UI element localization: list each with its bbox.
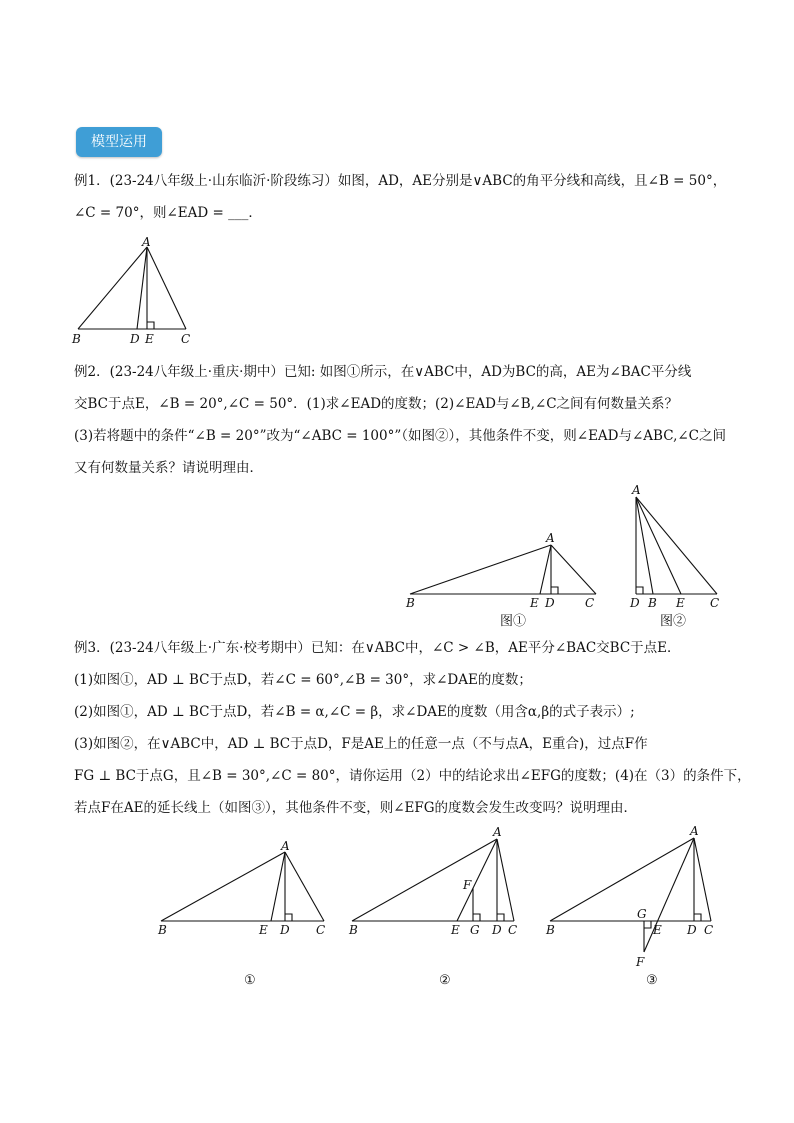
example3-line1: 例3．(23-24八年级上·广东·校考期中）已知：在∨ABC中，∠C > ∠B，AE平分∠BAC交BC于点E．: [74, 640, 681, 656]
ex2-fig2-label-c: C: [710, 596, 720, 610]
ex2-fig1-label-c: C: [585, 596, 595, 610]
example3-line3: (2)如图①，AD ⊥ BC于点D，若∠B = α,∠C = β，求∠DAE的度数（用含α,β的式子表示）;: [74, 704, 635, 720]
example1-line1: 例1．(23-24八年级上·山东临沂·阶段练习）如图，AD，AE分别是∨ABC的角平分线和高线，且∠B = 50°，: [74, 173, 727, 189]
ex2-fig1-label-b: B: [406, 596, 415, 610]
ex1-label-c: C: [181, 332, 191, 346]
ex3-fig1-label-b: B: [158, 923, 167, 937]
ex2-fig2-label-d: D: [630, 596, 640, 610]
section-badge: 模型运用: [76, 127, 162, 157]
example3-line6: 若点F在AE的延长线上（如图③），其他条件不变，则∠EFG的度数会发生改变吗？说明理由．: [74, 800, 638, 816]
ex3-fig2-label-e: E: [451, 923, 460, 937]
example1-line2: ∠C = 70°，则∠EAD = ___．: [74, 205, 262, 221]
ex2-fig1-label-d: D: [545, 596, 555, 610]
ex1-label-a: A: [142, 235, 151, 249]
ex3-fig3-label-b: B: [546, 923, 555, 937]
ex2-fig1-label-a: A: [546, 531, 555, 545]
ex3-fig1-caption: ①: [244, 973, 256, 988]
ex3-fig3-label-c: C: [704, 923, 714, 937]
example2-line3: (3)若将题中的条件“∠B = 20°”改为“∠ABC = 100°”（如图②），其他条件不变，则∠EAD与∠ABC,∠C之间: [74, 428, 727, 444]
ex3-fig2-label-b: B: [349, 923, 358, 937]
ex3-fig1-label-c: C: [316, 923, 326, 937]
ex3-fig2-label-g: G: [470, 923, 480, 937]
example2-line4: 又有何数量关系？请说明理由．: [74, 460, 263, 476]
ex3-fig2-caption: ②: [439, 973, 451, 988]
ex3-fig2-label-c: C: [508, 923, 518, 937]
example3-line5: FG ⊥ BC于点G，且∠B = 30°,∠C = 80°，请你运用（2）中的结论求出∠EFG的度数；(4)在（3）的条件下，: [74, 768, 751, 784]
ex2-fig2-label-a: A: [632, 483, 641, 497]
example2-line2: 交BC于点E，∠B = 20°,∠C = 50°．(1)求∠EAD的度数；(2)∠EAD与∠B,∠C之间有何数量关系？: [74, 396, 679, 412]
ex2-fig1-label-e: E: [530, 596, 539, 610]
ex3-fig3-label-a: A: [690, 824, 699, 838]
ex2-fig1-caption: 图①: [500, 614, 527, 629]
example3-line2: (1)如图①，AD ⊥ BC于点D，若∠C = 60°,∠B = 30°，求∠DAE的度数；: [74, 672, 532, 688]
ex3-fig1-label-e: E: [259, 923, 268, 937]
example2-line1: 例2．(23-24八年级上·重庆·期中）已知: 如图①所示，在∨ABC中，AD为BC的高，AE为∠BAC平分线: [74, 364, 692, 380]
ex3-fig3-label-f: F: [636, 955, 645, 969]
ex2-fig2-label-e: E: [676, 596, 685, 610]
ex3-fig1-label-d: D: [280, 923, 290, 937]
ex1-label-d: D: [130, 332, 140, 346]
ex3-fig2-label-f: F: [463, 878, 472, 892]
ex1-label-b: B: [72, 332, 81, 346]
ex3-fig3-caption: ③: [646, 973, 658, 988]
example3-line4: (3)如图②，在∨ABC中，AD ⊥ BC于点D，F是AE上的任意一点（不与点A，E重合)，过点F作: [74, 736, 648, 752]
ex2-fig2-label-b: B: [648, 596, 657, 610]
ex3-fig3-label-g: G: [637, 907, 647, 921]
ex3-fig1-label-a: A: [281, 839, 290, 853]
ex3-fig3-label-e: E: [653, 923, 662, 937]
ex3-fig2-label-d: D: [492, 923, 502, 937]
ex3-fig3-label-d: D: [687, 923, 697, 937]
ex1-label-e: E: [145, 332, 154, 346]
ex3-fig2-label-a: A: [493, 825, 502, 839]
ex2-fig2-caption: 图②: [660, 614, 687, 629]
